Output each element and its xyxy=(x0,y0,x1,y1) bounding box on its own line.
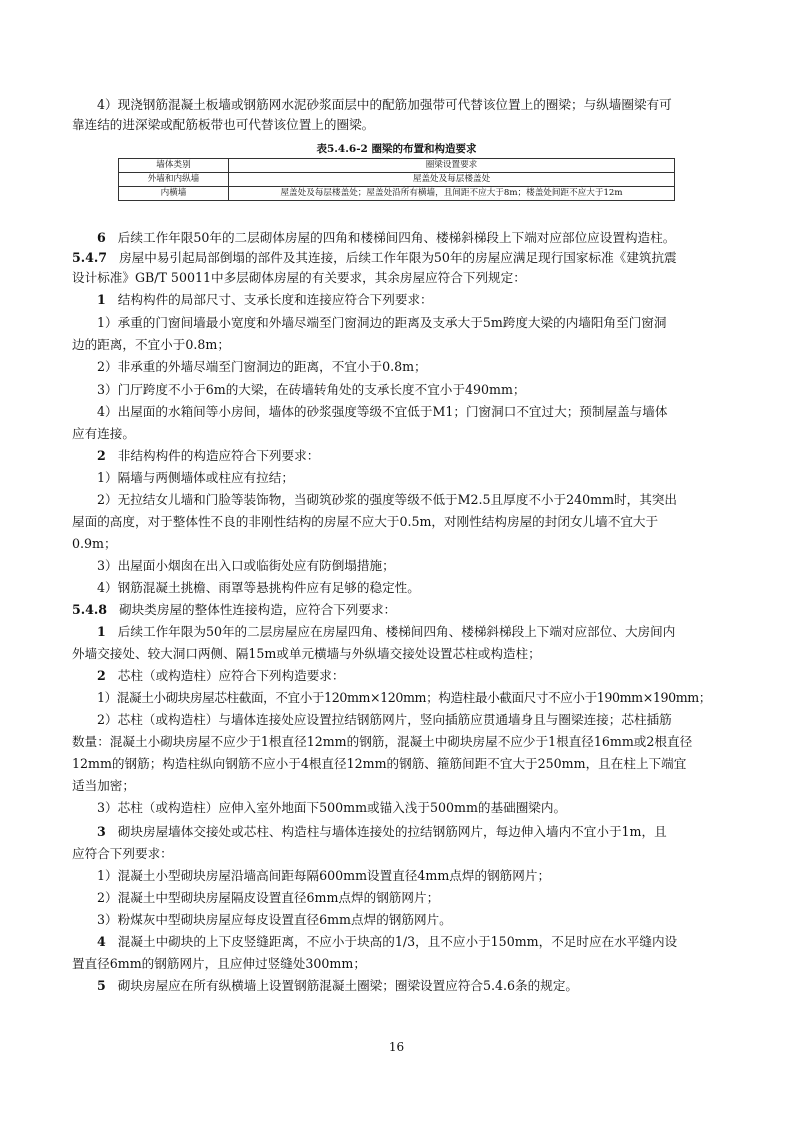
clause-item xyxy=(97,622,747,642)
paragraph-line: 0.9m； xyxy=(72,536,117,551)
table-header-row xyxy=(119,159,675,173)
table-cell: 屋盖处及每层楼盖处；屋盖处沿所有横墙，且间距不应大于8m；楼盖处间距不应大于12m xyxy=(229,187,675,201)
item-text: 后续工作年限50年的二层砌体房屋的四角和楼梯间四角、楼梯斜梯段上下端对应部位应设置构造柱。 xyxy=(117,230,676,245)
clause-item xyxy=(97,666,747,686)
paragraph-line: 3）出屋面小烟囱在出入口或临街处应有防倒塌措施； xyxy=(97,558,395,573)
table-title: 表5.4.6-2 圈梁的布置和构造要求 xyxy=(316,143,477,155)
paragraph-line: 3）门厅跨度不小于6m的大梁，在砖墙转角处的支承长度不宜小于490mm； xyxy=(97,382,526,397)
paragraph-line: 屋面的高度，对于整体性不良的非刚性结构的房屋不应大于0.5m，对刚性结构房屋的封闭女儿墙不宜大于 xyxy=(72,514,659,529)
paragraph-line: 设计标准》GB/T 50011中多层砌体房屋的有关要求，其余房屋应符合下列规定： xyxy=(72,270,526,285)
item-number: 6 xyxy=(97,230,106,245)
clause-item xyxy=(97,446,747,466)
clause-item xyxy=(97,290,747,310)
item-number: 1 xyxy=(97,292,106,307)
table-cell: 内横墙 xyxy=(119,187,229,201)
paragraph-line: 4）出屋面的水箱间等小房间，墙体的砂浆强度等级不宜低于M1；门窗洞口不宜过大；预制屋盖与墙体 xyxy=(97,404,668,419)
paragraph-line: 靠连结的进深梁或配筋板带也可代替该位置上的圈梁。 xyxy=(72,117,375,132)
table-cell: 屋盖处及每层楼盖处 xyxy=(229,173,675,187)
table-header-cell: 墙体类别 xyxy=(119,159,229,173)
paragraph-line: 置直径6mm的钢筋网片，且应伸过竖缝处300mm； xyxy=(72,956,366,971)
item-number: 3 xyxy=(97,824,106,839)
paragraph-line: 数量：混凝土小砌块房屋不应少于1根直径12mm的钢筋，混凝土中砌块房屋不应少于1根直径16mm或2根直径 xyxy=(72,734,693,749)
paragraph-line: 12mm的钢筋；构造柱纵向钢筋不应小于4根直径12mm的钢筋、箍筋间距不宜大于250mm，且在柱上下端宜 xyxy=(72,756,687,771)
item-text: 混凝土中砌块的上下皮竖缝距离，不应小于块高的1/3，且不应小于150mm，不足时应在水平缝内设 xyxy=(117,934,678,949)
paragraph-line: 3）粉煤灰中型砌块房屋应每皮设置直径6mm点焊的钢筋网片。 xyxy=(97,912,452,927)
item-number: 1 xyxy=(97,624,106,639)
paragraph-line: 1）隔墙与两侧墙体或柱应有拉结； xyxy=(97,470,294,485)
item-number: 2 xyxy=(97,448,106,463)
table-header-cell: 圈梁设置要求 xyxy=(229,159,675,173)
clause-text: 房屋中易引起局部倒塌的部件及其连接，后续工作年限为50年的房屋应满足现行国家标准《建筑抗震 xyxy=(119,250,677,265)
clause-number: 5.4.7 xyxy=(72,250,108,265)
item-text: 砌块房屋应在所有纵横墙上设置钢筋混凝土圈梁；圈梁设置应符合5.4.6条的规定。 xyxy=(117,978,579,993)
item-number: 5 xyxy=(97,978,106,993)
clause-item xyxy=(97,976,747,996)
clause-item xyxy=(97,932,747,952)
paragraph-line: 应有连接。 xyxy=(72,426,135,441)
paragraph-line: 2）芯柱（或构造柱）与墙体连接处应设置拉结钢筋网片，竖向插筋应贯通墙身且与圈梁连接；芯柱插筋 xyxy=(97,712,672,727)
item-text: 后续工作年限为50年的二层房屋应在房屋四角、楼梯间四角、楼梯斜梯段上下端对应部位、大房间内 xyxy=(117,624,676,639)
paragraph-line: 1）承重的门窗间墙最小宽度和外墙尽端至门窗洞边的距离及支承大于5m跨度大梁的内墙阳角至门窗洞 xyxy=(97,315,667,330)
paragraph-line: 2）混凝土中型砌块房屋隔皮设置直径6mm点焊的钢筋网片； xyxy=(97,890,440,905)
clause-heading xyxy=(72,248,722,268)
paragraph-line: 适当加密； xyxy=(72,778,135,793)
paragraph-line: 2）非承重的外墙尽端至门窗洞边的距离，不宜小于0.8m； xyxy=(97,359,427,374)
item-text: 非结构构件的构造应符合下列要求： xyxy=(117,448,320,463)
paragraph-line: 应符合下列要求： xyxy=(72,846,173,861)
item-number: 4 xyxy=(97,934,106,949)
paragraph-line: 边的距离，不宜小于0.8m； xyxy=(72,337,230,352)
ring-beam-table xyxy=(118,158,675,201)
paragraph-line: 3）芯柱（或构造柱）应伸入室外地面下500mm或锚入浅于500mm的基础圈梁内。 xyxy=(97,800,567,815)
clause-heading xyxy=(72,600,722,620)
page-number: 16 xyxy=(388,1040,405,1054)
table-cell: 外墙和内纵墙 xyxy=(119,173,229,187)
table-row xyxy=(119,173,675,187)
clause-text: 砌块类房屋的整体性连接构造，应符合下列要求： xyxy=(119,602,397,617)
paragraph-line: 2）无拉结女儿墙和门脸等装饰物，当砌筑砂浆的强度等级不低于M2.5且厚度不小于240mm时，其突出 xyxy=(97,492,678,507)
clause-item xyxy=(97,822,747,842)
item-number: 2 xyxy=(97,668,106,683)
paragraph-line: 4）钢筋混凝土挑檐、雨罩等悬挑构件应有足够的稳定性。 xyxy=(97,580,420,595)
paragraph-line: 1）混凝土小砌块房屋芯柱截面，不宜小于120mm×120mm；构造柱最小截面尺寸不应小于190mm×190mm； xyxy=(97,690,711,705)
paragraph-line: 外墙交接处、较大洞口两侧、隔15m或单元横墙与外纵墙交接处设置芯柱或构造柱； xyxy=(72,646,541,661)
clause-number: 5.4.8 xyxy=(72,602,108,617)
paragraph-line: 4）现浇钢筋混凝土板墙或钢筋网水泥砂浆面层中的配筋加强带可代替该位置上的圈梁；与纵墙圈梁有可 xyxy=(97,97,672,112)
item-text: 芯柱（或构造柱）应符合下列构造要求： xyxy=(117,668,345,683)
item-text: 砌块房屋墙体交接处或芯柱、构造柱与墙体连接处的拉结钢筋网片，每边伸入墙内不宜小于1m，且 xyxy=(117,824,667,839)
paragraph-line: 1）混凝土小型砌块房屋沿墙高间距每隔600mm设置直径4mm点焊的钢筋网片； xyxy=(97,868,551,883)
table-row xyxy=(119,187,675,201)
clause-item xyxy=(97,228,747,248)
item-text: 结构构件的局部尺寸、支承长度和连接应符合下列要求： xyxy=(117,292,433,307)
